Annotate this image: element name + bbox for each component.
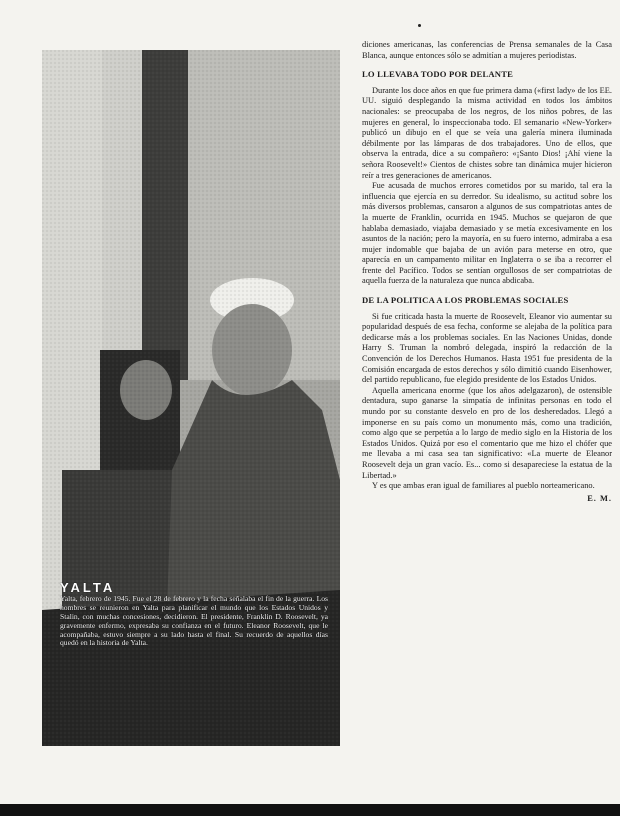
paragraph: Si fue criticada hasta la muerte de Roosevelt, Eleanor vio aumentar su popularidad después de esa fecha, conforme se alejaba de la política para dedicarse más a los problemas sociales. En las Naciones Unidas, donde Harry S. Truman la nombró delegada, inspiró la redacción de la Convención de los Derechos Humanos. Hasta 1951 fue presidenta de la Comisión encargada de estos derechos y sólo dimitió cuando Eisenhower, del partido republicano, fue elegido presidente de los Estados Unidos. [362, 311, 612, 385]
article-intro: diciones americanas, las conferencias de Prensa semanales de la Casa Blanca, aunque entonces sólo se admitían a mujeres periodistas. [362, 40, 612, 60]
article-column [362, 40, 612, 504]
paragraph: Durante los doce años en que fue primera dama («first lady» de los EE. UU. siguió desplegando la misma actividad en todos los ámbitos nacionales: se preocupaba de los negros, de los niños pobres, de las mujeres en general, lo inspeccionaba todo. El semanario «New-Yorker» publicó un dibujo en el que se veía una galería minera iluminada débilmente por las lámparas de dos trabajadores. Uno de ellos, que observa la entrada, dice a su compañero: «¡Santo Dios! ¡Ahí viene la señora Roosevelt!» Cientos de chistes sobre tan dinámica mujer hicieron reír a tres generaciones de americanos. [362, 85, 612, 180]
paragraph: Y es que ambas eran igual de familiares al pueblo norteamericano. [372, 481, 595, 491]
historical-photo [42, 50, 340, 746]
caption-title: YALTA [60, 580, 116, 595]
ink-speck [418, 24, 421, 27]
caption-body: Yalta, febrero de 1945. Fue el 28 de febrero y la fecha señalaba el fin de la guerra. Los hombres se reunieron en Yalta para planificar el mundo que los Estados Unidos y Stalin, con muchas concesiones, decidieron. El presidente, Franklin D. Roosevelt, ya gravemente enfermo, expresaba su confianza en el futuro. Eleanor Roosevelt, que le acompañaba, estuvo siempre a su lado hasta el final. Su recuerdo de aquellos días quedó en la historia de Yalta. [60, 593, 328, 648]
paragraph: Aquella americana enorme (que los años adelgazaron), de ostensible dentadura, supo ganarse la simpatía de infinitas personas en todo el mundo por su constante desvelo en pro de los desheredados. Llegó a imponerse en su país como un monumento más, como una tradición, como algo que se perpetúa a lo largo de medio siglo en la Historia de los Estados Unidos. Quizá por eso el comentario que me hizo el chófer que me llevaba a mi casa sea tan significativo: «La muerte de Eleanor Roosevelt deja un gran vacío. Es... como si desapareciese la estatua de la Libertad.» [362, 385, 612, 480]
paragraph: Fue acusada de muchos errores cometidos por su marido, tal era la influencia que ejercía en su derredor. Su idealismo, su actitud sobre los más diversos problemas, cansaron a algunos de sus compatriotas antes de la muerte de Franklin, ocurrida en 1945. Muchos se quejaron de que hablaba demasiado, viajaba demasiado y se metía excesivamente en los asuntos de la nación; pero la mayoría, en su fuero interno, admiraba a esa mujer indomable que bajaba de un avión para meterse en otro, que aparecía en un campamento militar en Inglaterra o se iba a recorrer el frente del Pacífico. Todos se sentían orgullosos de ser compatriotas de aquella fuerza de la naturaleza que nunca abdicaba. [362, 181, 612, 286]
photo-caption [60, 580, 328, 648]
section-heading: DE LA POLITICA A LOS PROBLEMAS SOCIALES [362, 295, 569, 306]
page-bottom-border [0, 804, 620, 816]
section-heading: LO LLEVABA TODO POR DELANTE [362, 69, 514, 80]
author-signature: E. M. [587, 493, 612, 503]
